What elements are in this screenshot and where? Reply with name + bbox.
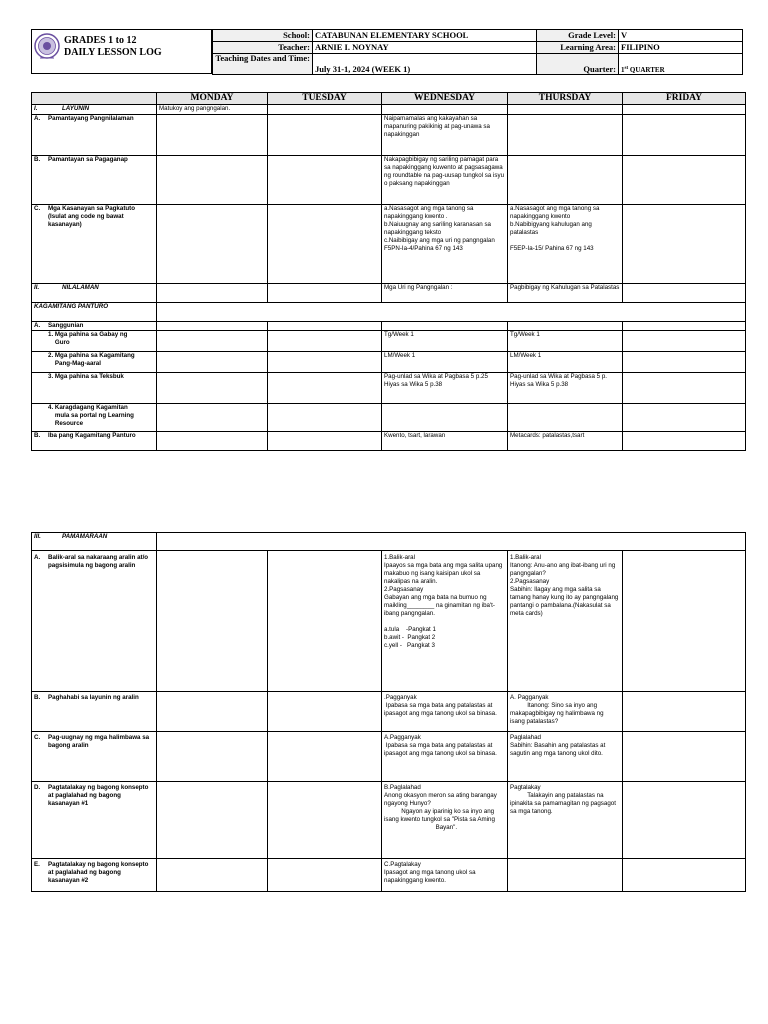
row-pagtatalakay-1: D. Pagtatalakay ng bagong konsepto at paglalahad ng bagong kasanayan #1 xyxy=(32,782,157,859)
empty-cell xyxy=(508,322,623,331)
document-title xyxy=(64,35,162,59)
quarter-value: 1st QUARTER xyxy=(619,54,743,75)
corner-cell xyxy=(32,93,157,105)
day-header-tuesday: TUESDAY xyxy=(268,93,382,105)
empty-cell xyxy=(268,404,382,432)
cell-wednesday: Kwento, tsart, larawan xyxy=(382,432,508,451)
cell-wednesday: B.Paglalahad Anong okasyon meron sa ating barangay ngayong Hunyo? Ngayon ay iparinig ko sa inyo ang isang kwento tungkol sa "Pista sa Aming Bayan". xyxy=(382,782,508,859)
empty-cell xyxy=(268,782,382,859)
empty-cell xyxy=(623,782,746,859)
cell-thursday: Metacards: patalastas,tsart xyxy=(508,432,623,451)
empty-cell xyxy=(268,859,382,892)
title-line-2: DAILY LESSON LOG xyxy=(64,47,162,58)
day-header-friday: FRIDAY xyxy=(623,93,746,105)
lesson-log-table-1 xyxy=(31,92,746,451)
row-teksbuk: 3. Mga pahina sa Teksbuk xyxy=(32,373,157,404)
section-nilalaman: II. NILALAMAN xyxy=(32,284,157,303)
grade-level-label: Grade Level: xyxy=(537,30,619,42)
cell-wednesday: Naipamamalas ang kakayahan sa mapanuring pakikinig at pag-unawa sa napakinggan xyxy=(382,115,508,156)
row-paghahabi-sa-layunin: B. Paghahabi sa layunin ng aralin xyxy=(32,692,157,732)
empty-cell xyxy=(157,732,268,782)
row-pamantayang-pangnilalaman: A. Pamantayang Pangnilalaman xyxy=(32,115,157,156)
row-mga-kasanayan: C. Mga Kasanayan sa Pagkatuto (Isulat ang code ng bawat kasanayan) xyxy=(32,205,157,284)
teacher-label: Teacher: xyxy=(213,42,313,54)
empty-cell xyxy=(157,303,746,322)
cell-thursday: Pag-unlad sa Wika at Pagbasa 5 p. Hiyas sa Wika 5 p.38 xyxy=(508,373,623,404)
layunin-monday: Matukoy ang pangngalan. xyxy=(157,105,268,115)
empty-cell xyxy=(157,404,268,432)
empty-cell xyxy=(157,782,268,859)
empty-cell xyxy=(382,322,508,331)
cell-thursday: LM/Week 1 xyxy=(508,352,623,373)
cell-wednesday: a.Nasasagot ang mga tanong sa napakinggang kwento . b.Naiuugnay ang sariling karanasan sa napakinggang teksto c.Naibibigay ang mga uri ng pangngalan F5PN-Ia-4/Pahina 67 ng 143 xyxy=(382,205,508,284)
empty-cell xyxy=(623,205,746,284)
empty-cell xyxy=(157,322,268,331)
empty-cell xyxy=(268,373,382,404)
empty-cell xyxy=(623,551,746,692)
section-layunin: I. LAYUNIN xyxy=(32,105,157,115)
cell-wednesday: A.Pagganyak Ipabasa sa mga bata ang patalastas at ipasagot ang mga tanong ukol sa binasa. xyxy=(382,732,508,782)
row-pamantayan-sa-pagaganap: B. Pamantayan sa Pagaganap xyxy=(32,156,157,205)
row-pag-uugnay: C. Pag-uugnay ng mga halimbawa sa bagong aralin xyxy=(32,732,157,782)
cell-thursday: 1.Balik-aral Itanong: Anu-ano ang ibat-ibang uri ng pangngalan? 2.Pagsasanay Sabihin: Ilagay ang mga salita sa tamang hanay kung ito ay pangngalang pantangi o pambalana.(Nakasulat sa meta cards) xyxy=(508,551,623,692)
lesson-log-table-2 xyxy=(31,532,746,892)
row-karagdagang-kagamitan: 4. Karagdagang Kagamitan mula sa portal ng Learning Resource xyxy=(32,404,157,432)
empty-cell xyxy=(157,692,268,732)
row-kagamitang-mag-aaral: 2. Mga pahina sa Kagamitang Pang-Mag-aaral xyxy=(32,352,157,373)
empty-cell xyxy=(268,732,382,782)
empty-cell xyxy=(508,404,623,432)
cell-wednesday: 1.Balik-aral Ipaayos sa mga bata ang mga salita upang makabuo ng isang kaisipan ukol sa nakalipas na aralin. 2.Pagsasanay Gabayan ang mga bata na bumuo ng maikling________ na ginamitan ng iba't-ibang pangngalan. a.tula -Pangkat 1 b.awit - Pangkat 2 c.yell - Pangkat 3 xyxy=(382,551,508,692)
empty-cell xyxy=(623,432,746,451)
empty-cell xyxy=(623,284,746,303)
day-header-monday: MONDAY xyxy=(157,93,268,105)
empty-cell xyxy=(623,692,746,732)
empty-cell xyxy=(157,156,268,205)
school-label: School: xyxy=(213,30,313,42)
cell-wednesday: Nakapagbibigay ng sariling pamagat para sa napakinggang kuwento at pagsasagawa ng roundtable na pag-uusap tungkol sa isyu o paksang napakinggan xyxy=(382,156,508,205)
empty-cell xyxy=(268,322,382,331)
cell-wednesday: .Pagganyak Ipabasa sa mga bata ang patalastas at ipasagot ang mga tanong ukol sa binasa. xyxy=(382,692,508,732)
empty-cell xyxy=(623,156,746,205)
empty-cell xyxy=(268,115,382,156)
day-header-thursday: THURSDAY xyxy=(508,93,623,105)
grade-level-value: V xyxy=(619,30,743,42)
row-pagtatalakay-2: E. Pagtatalakay ng bagong konsepto at paglalahad ng bagong kasanayan #2 xyxy=(32,859,157,892)
title-line-1: GRADES 1 to 12 xyxy=(64,35,137,46)
empty-cell xyxy=(268,156,382,205)
school-value: CATABUNAN ELEMENTARY SCHOOL xyxy=(313,30,537,42)
cell-thursday xyxy=(508,156,623,205)
learning-area-label: Learning Area: xyxy=(537,42,619,54)
empty-cell xyxy=(623,373,746,404)
section-kagamitang-panturo: KAGAMITANG PANTURO xyxy=(32,303,157,322)
deped-seal-icon xyxy=(34,32,60,62)
row-iba-pang-kagamitan: B. Iba pang Kagamitang Panturo xyxy=(32,432,157,451)
cell-wednesday: LM/Week 1 xyxy=(382,352,508,373)
cell-thursday: A. Pagganyak Itanong: Sino sa inyo ang makapagbibigay ng halimbawa ng isang patalastas? xyxy=(508,692,623,732)
row-balik-aral: A. Balik-aral sa nakaraang aralin at/o pagsisimula ng bagong aralin xyxy=(32,551,157,692)
empty-cell xyxy=(157,331,268,352)
empty-cell xyxy=(623,732,746,782)
empty-cell xyxy=(268,331,382,352)
empty-cell xyxy=(157,284,268,303)
cell-wednesday: Tg/Week 1 xyxy=(382,331,508,352)
empty-cell xyxy=(623,322,746,331)
empty-cell xyxy=(157,205,268,284)
cell-thursday: a.Nasasagot ang mga tanong sa napakinggang kwento b.Nabibigyang kahulugan ang patalastas F5EP-Ia-15/ Pahina 67 ng 143 xyxy=(508,205,623,284)
cell-thursday: Tg/Week 1 xyxy=(508,331,623,352)
empty-cell xyxy=(268,284,382,303)
empty-cell xyxy=(157,859,268,892)
empty-cell xyxy=(623,115,746,156)
empty-cell xyxy=(623,105,746,115)
empty-cell xyxy=(623,859,746,892)
teacher-value: ARNIE I. NOYNAY xyxy=(313,42,537,54)
empty-cell xyxy=(157,533,746,551)
cell-thursday xyxy=(508,859,623,892)
quarter-label: Quarter: xyxy=(537,54,619,75)
cell-wednesday: C.Pagtalakay Ipasagot ang mga tanong ukol sa napakinggang kwento. xyxy=(382,859,508,892)
cell-wednesday: Mga Uri ng Pangngalan : xyxy=(382,284,508,303)
empty-cell xyxy=(157,352,268,373)
empty-cell xyxy=(157,432,268,451)
empty-cell xyxy=(268,205,382,284)
empty-cell xyxy=(268,352,382,373)
empty-cell xyxy=(623,331,746,352)
header-info-table xyxy=(212,29,743,75)
empty-cell xyxy=(382,404,508,432)
cell-thursday: Pagtalakay Talakayin ang patalastas na ipinakita sa pamamagitan ng pagsagot sa mga tanong. xyxy=(508,782,623,859)
cell-thursday: Paglalahad Sabihin: Basahin ang patalastas at sagutin ang mga tanong ukol dito. xyxy=(508,732,623,782)
empty-cell xyxy=(268,692,382,732)
empty-cell xyxy=(157,115,268,156)
cell-wednesday: Pag-unlad sa Wika at Pagbasa 5 p.25 Hiyas sa Wika 5 p.38 xyxy=(382,373,508,404)
empty-cell xyxy=(508,105,623,115)
day-header-wednesday: WEDNESDAY xyxy=(382,93,508,105)
empty-cell xyxy=(268,432,382,451)
empty-cell xyxy=(268,551,382,692)
empty-cell xyxy=(157,551,268,692)
empty-cell xyxy=(268,105,382,115)
section-pamamaraan: III. PAMAMARAAN xyxy=(32,533,157,551)
teaching-dates-label: Teaching Dates and Time: xyxy=(213,54,313,75)
cell-thursday: Pagbibigay ng Kahulugan sa Patalastas xyxy=(508,284,623,303)
empty-cell xyxy=(623,352,746,373)
empty-cell xyxy=(623,404,746,432)
row-sanggunian: A. Sanggunian xyxy=(32,322,157,331)
empty-cell xyxy=(157,373,268,404)
row-gabay-ng-guro: 1. Mga pahina sa Gabay ng Guro xyxy=(32,331,157,352)
empty-cell xyxy=(382,105,508,115)
learning-area-value: FILIPINO xyxy=(619,42,743,54)
teaching-dates-value: July 31-1, 2024 (WEEK 1) xyxy=(313,54,537,75)
cell-thursday xyxy=(508,115,623,156)
